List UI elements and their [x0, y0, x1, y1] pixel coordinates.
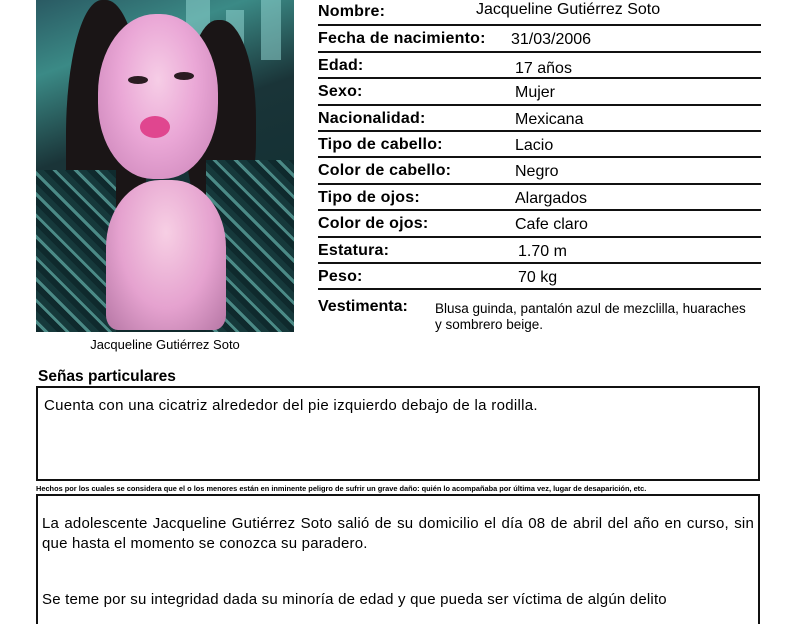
- field-nombre: [318, 0, 761, 26]
- field-value: Jacqueline Gutiérrez Soto: [476, 1, 661, 18]
- field-value: 31/03/2006: [511, 31, 592, 49]
- field-edad: [318, 53, 761, 79]
- field-tipo-ojos: [318, 185, 761, 211]
- field-label: Edad:: [318, 56, 364, 74]
- field-tipo-cabello: [318, 132, 761, 158]
- hechos-label: Hechos por los cuales se considera que el o los menores están en inminente peligro de sufrir un grave daño: quién lo acompañaba por última vez, lugar de desaparición, etc.: [36, 484, 647, 493]
- senas-particulares-text: Cuenta con una cicatriz alrededor del pie izquierdo debajo de la rodilla.: [44, 397, 538, 414]
- field-peso: [318, 264, 761, 290]
- senas-particulares-box: [36, 386, 760, 481]
- hechos-paragraph-1: La adolescente Jacqueline Gutiérrez Soto salió de su domicilio el día 08 de abril del año en curso, sin que hasta el momento se conozca su paradero.: [42, 515, 754, 552]
- field-estatura: [318, 238, 761, 264]
- field-label: Tipo de ojos:: [318, 188, 420, 206]
- field-value: Cafe claro: [515, 216, 588, 234]
- field-value: Lacio: [515, 136, 554, 154]
- field-label: Color de ojos:: [318, 215, 429, 233]
- field-value: Blusa guinda, pantalón azul de mezclilla, huaraches y sombrero beige.: [435, 301, 746, 332]
- senas-particulares-title: Señas particulares: [38, 368, 176, 385]
- field-label: Color de cabello:: [318, 162, 452, 180]
- field-value: Alargados: [515, 189, 588, 207]
- personal-data-fields: [318, 0, 761, 290]
- field-value: 17 años: [515, 59, 572, 77]
- hechos-paragraph-2: Se teme por su integridad dada su minoría de edad y que pueda ser víctima de algún delito: [42, 591, 667, 608]
- field-fecha-nacimiento: [318, 26, 761, 52]
- field-nacionalidad: [318, 106, 761, 132]
- field-label: Nombre:: [318, 3, 386, 20]
- field-label: Tipo de cabello:: [318, 135, 443, 153]
- field-value: Mexicana: [515, 110, 584, 128]
- field-label: Nacionalidad:: [318, 109, 426, 127]
- field-value: 1.70 m: [518, 242, 567, 260]
- field-sexo: [318, 79, 761, 105]
- field-label: Estatura:: [318, 241, 390, 259]
- field-label: Vestimenta:: [318, 298, 408, 315]
- field-label: Peso:: [318, 267, 363, 285]
- missing-person-photo: [36, 0, 294, 332]
- field-label: Fecha de nacimiento:: [318, 30, 486, 48]
- field-value: Negro: [515, 163, 559, 181]
- hechos-box: [36, 494, 760, 624]
- field-label: Sexo:: [318, 83, 363, 101]
- photo-caption: Jacqueline Gutiérrez Soto: [90, 337, 240, 352]
- field-color-cabello: [318, 158, 761, 184]
- field-color-ojos: [318, 211, 761, 237]
- field-value: Mujer: [515, 84, 556, 102]
- field-value: 70 kg: [518, 268, 558, 286]
